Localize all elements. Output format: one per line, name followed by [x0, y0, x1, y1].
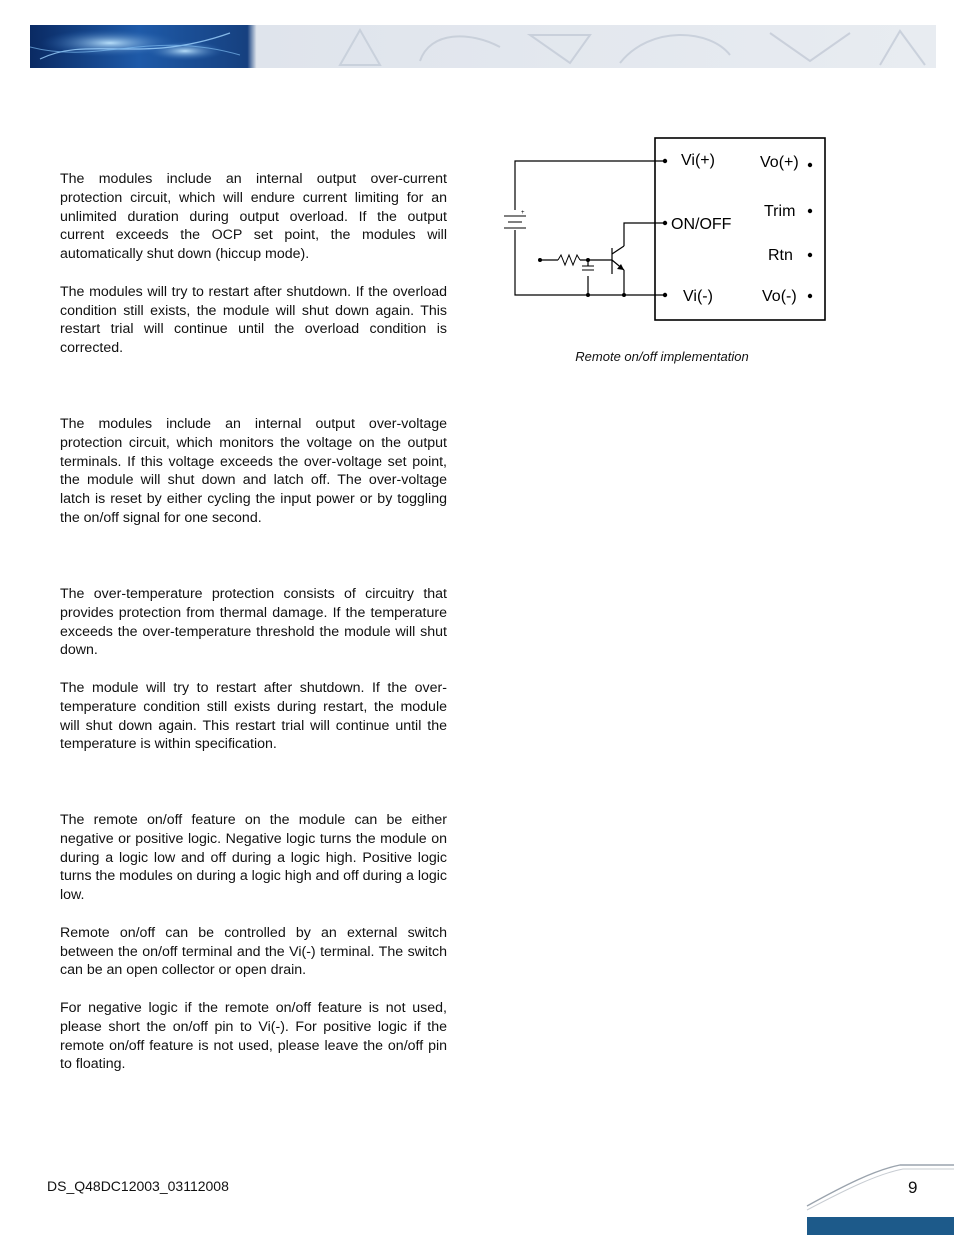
pin-dot-vo-minus	[808, 294, 812, 298]
pin-dot-vo-plus	[808, 163, 812, 167]
pin-dot-rtn	[808, 253, 812, 257]
over-voltage-paragraph-1: The modules include an internal output over-voltage protection circuit, which monitors the voltage on the output terminals. If this voltage exceeds the over-voltage set point, the module will shut down and latch off. The over-voltage latch is reset by either cycling the input power or by toggling the on/off signal for one second.	[60, 416, 447, 526]
figure-caption: Remote on/off implementation	[575, 349, 749, 364]
pin-label-vi-plus: Vi(+)	[681, 152, 715, 169]
over-current-paragraph-1: The modules include an internal output over-current protection circuit, which will endure current limiting for an unlimited duration during output overload. If the output current exceeds the OCP set point, the modules will automatically shut down (hiccup mode).	[60, 171, 447, 263]
section-remote-on-off	[60, 811, 447, 1074]
pin-label-vi-minus: Vi(-)	[683, 288, 713, 305]
over-temperature-paragraph-2: The module will try to restart after shutdown. If the over-temperature condition still exists during restart, the module will shut down again. This restart trial will continue until the temperature is within specification.	[60, 679, 447, 753]
section-over-temperature	[60, 585, 447, 754]
remote-on-off-circuit-figure	[500, 130, 840, 330]
section-over-current	[60, 170, 447, 358]
remote-on-off-paragraph-3: For negative logic if the remote on/off feature is not used, please short the on/off pin to Vi(-). For positive logic if the remote on/off feature is not used, please leave the on/off pin to floating.	[60, 999, 447, 1073]
page-corner-swoosh	[805, 1160, 954, 1235]
header-banner-graphic	[30, 25, 936, 68]
capacitor-icon	[582, 266, 594, 270]
remote-on-off-paragraph-1: The remote on/off feature on the module can be either negative or positive logic. Negative logic turns the module on during a logic low and off during a logic high. Positive logic turns the modules on during a logic high and off during a logic low.	[60, 812, 447, 904]
resistor-icon	[558, 255, 580, 265]
battery-icon	[504, 210, 526, 228]
over-current-paragraph-2: The modules will try to restart after shutdown. If the overload condition still exists, the module will shut down again. This restart trial will continue until the overload condition is corrected.	[60, 283, 447, 357]
pin-label-on-off: ON/OFF	[671, 216, 732, 233]
header-banner	[30, 25, 936, 68]
remote-on-off-paragraph-2: Remote on/off can be controlled by an external switch between the on/off terminal and the Vi(-) terminal. The switch can be an open collector or open drain.	[60, 924, 447, 979]
document-id: DS_Q48DC12003_03112008	[47, 1178, 229, 1194]
junction-dots	[538, 258, 626, 297]
pin-label-rtn: Rtn	[768, 247, 793, 264]
page-corner-graphic	[805, 1160, 954, 1235]
page-number: 9	[908, 1178, 918, 1197]
pin-label-vo-minus: Vo(-)	[762, 288, 797, 305]
section-over-voltage	[60, 415, 447, 528]
svg-text:+: +	[521, 210, 525, 216]
pin-label-vo-plus: Vo(+)	[760, 154, 799, 171]
circuit-diagram	[500, 130, 840, 330]
over-temperature-paragraph-1: The over-temperature protection consists of circuitry that provides protection from thermal damage. If the temperature exceeds the over-temperature threshold the module will shut down.	[60, 586, 447, 659]
pin-label-trim: Trim	[764, 203, 796, 220]
pin-dot-trim	[808, 209, 812, 213]
external-wiring	[515, 161, 665, 295]
